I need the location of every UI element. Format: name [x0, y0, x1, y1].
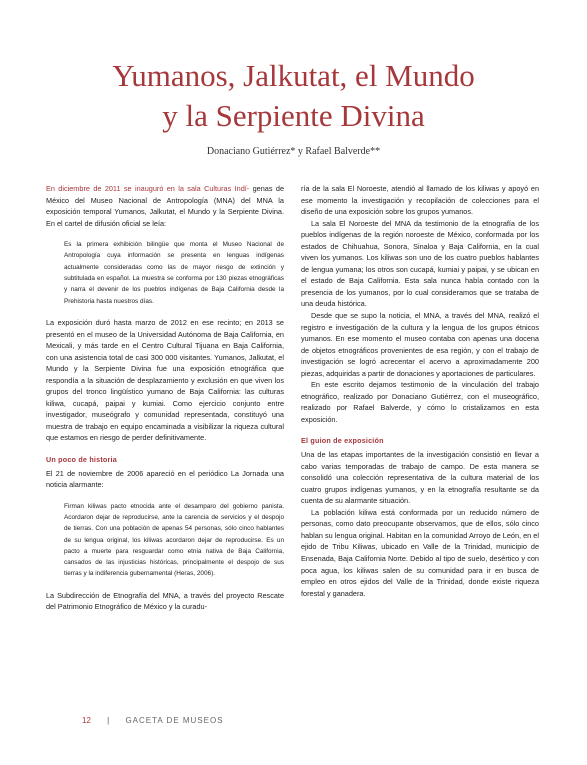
block-quote-poster: Es la primera exhibición bilingüe que monta el Museo Nacional de Antropología cuya información se presenta en lenguas indígenas actualmente consideradas como las de mayor riesgo de extinción y subtitulada en español. La muestra se conforma por 130 piezas etnográficas y narra el devenir de los pueblos indígenas de Baja California desde la Prehistoria hasta nuestros días. — [64, 241, 284, 305]
magazine-name: GACETA DE MUSEOS — [125, 716, 224, 725]
article-title — [20, 56, 567, 136]
paragraph-testimonio: En este escrito dejamos testimonio de la vinculación del trabajo etnográfico, realizado por Donaciano Gutiérrez, con el museográfico, realizado por Rafael Balverde, y cómo lo cristalizamos en esta exposición. — [301, 380, 539, 424]
paragraph-news: El 21 de noviembre de 2006 apareció en el periódico La Jornada una noticia alarmante: — [46, 468, 284, 490]
block-quote-news: Firman kiliwas pacto etnocida ante el desamparo del gobierno panista. Acordaron dejar de reproducirse, ante la carencia de servicios y el despojo de tierras. Con una población de apenas 54 personas, sólo cinco hablantes de su lengua original, los kiliwas acordaron dejar de reproducirse. Es un pacto a muerte para resguardar como etnia nativa de Baja California, cansados de las injusticias históricas, principalmente el despojo de sus tierras y la indiferencia gubernamental (Heras, 2006). — [64, 502, 284, 578]
intro-paragraph-rest: genas de México del Museo Nacional de Antropología (MNA) del MNA la exposición temporal Yumanos, Jalkutat, el Mundo y la Serpiente Divina. En el cartel de difusión oficial se leía: — [46, 184, 285, 228]
footer-separator: | — [107, 716, 110, 725]
paragraph-exhibition-run: La exposición duró hasta marzo de 2012 en ese recinto; en 2013 se presentó en el museo de la Universidad Autónoma de Baja California, en Mexicali, y más tarde en el Centro Cultural Tijuana en Baja California, con una asistencia total de casi 300 000 visitantes. Yumanos, Jalkutat, el Mundo y la Serpiente Divina fue una exposición etnográfica que respondía a la situación de desplazamiento y exclusión en que viven los grupos del tronco lingüístico yumano de Baja California: las culturas kiliwa, cucapá, paipai y kumiai. Como ejercicio conjunto entre investigador, museógrafo y comunidad representada, constituyó una muestra de trabajo en equipo encaminada a visibilizar la riqueza cultural que estamos en riesgo de perder definitivamente. — [46, 317, 284, 443]
title-line-1: Yumanos, Jalkutat, el Mundo — [112, 58, 475, 93]
section-heading-historia: Un poco de historia — [46, 454, 117, 464]
lead-in-text: En diciembre de 2011 se inauguró en la sala Culturas Indí- — [46, 184, 250, 193]
page-footer — [82, 716, 224, 725]
paragraph-poblacion-kiliwa: La población kiliwa está conformada por un reducido número de personas, como dato preocupante observamos, que de ellos, sólo cinco hablan su lengua original. Habitan en la comunidad Arroyo de León, en el ejido de Tribu Kiliwas, ubicado en Valle de la Trinidad, municipio de Ensenada, Baja California Norte. Debido al tipo de suelo, desértico y con poca agua, los kiliwas salen de su comunidad para ir en busca de empleo en otros ejidos del Valle de la Trinidad, donde existe riqueza forestal y ganadera. — [301, 507, 539, 598]
paragraph-subdireccion: La Subdirección de Etnografía del MNA, a través del proyecto Rescate del Patrimonio Etnográfico de México y la curadu- — [46, 590, 284, 612]
intro-paragraph — [46, 183, 284, 229]
authors-byline: Donaciano Gutiérrez* y Rafael Balverde** — [206, 146, 381, 157]
page-number: 12 — [82, 716, 91, 725]
paragraph-trabajo-campo: Una de las etapas importantes de la investigación consistió en llevar a cabo varias temporadas de trabajo de campo. De esta manera se consolidó una colección representativa de la cultura material de los cuatro grupos indígenas yumanos, y en la etnografía resultante se da cuenta de su alarmante situación. — [301, 450, 539, 506]
left-column — [46, 183, 284, 613]
paragraph-sala-noroeste-intro: ría de la sala El Noroeste, atendió al llamado de los kiliwas y apoyó en ese momento la investigación y recopilación de colecciones para el diseño de una exposición sobre los grupos yumanos. — [301, 184, 539, 217]
section-heading-guion: El guion de exposición — [301, 436, 384, 446]
right-column — [301, 183, 539, 599]
title-line-2: y la Serpiente Divina — [162, 98, 425, 133]
paragraph-sala-noroeste: La sala El Noroeste del MNA da testimonio de la etnografía de los pueblos indígenas de la región noroeste de México, conformada por los estados de Chihuahua, Sonora, Sinaloa y Baja California, en la cual viven los yumanos. Los kiliwas son uno de los cuatro pueblos hablantes de lengua yumana; los otros son cucapá, kumiai y paipai, y se ubican en el estado de Baja California. Esta sala nunca había contado con la presencia de los yumanos, por lo cual consideramos que se trataba de una deuda histórica. — [301, 218, 539, 309]
paragraph-registro: Desde que se supo la noticia, el MNA, a través del MNA, realizó el registro e investigación de la cultura y la lengua de los grupos étnicos yumanos. En ese momento el museo contaba con apenas una docena de objetos etnográficos provenientes de esa región, y con el trabajo de investigación se logró acrecentar el acervo a aproximadamente 200 piezas, adquiridas a partir de donaciones y aportaciones de particulares. — [301, 311, 539, 378]
